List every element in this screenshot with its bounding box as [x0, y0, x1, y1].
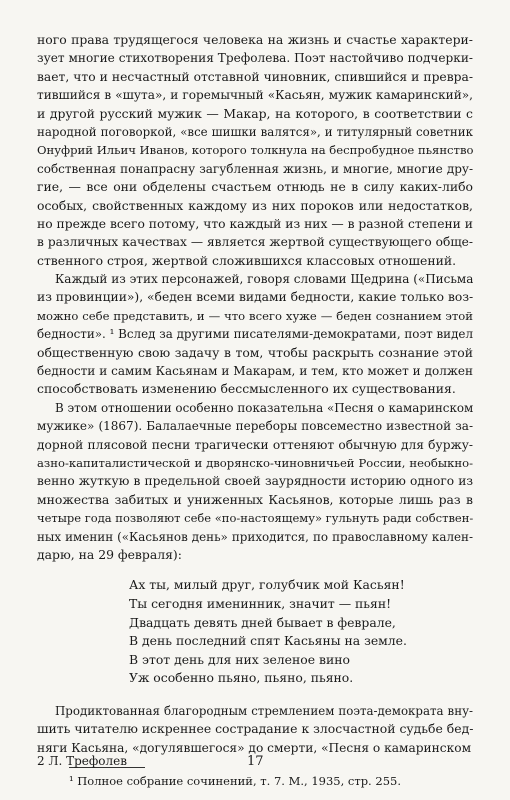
text-line: четыре года позволяют себе «по-настоящему» гульнуть ради собствен- — [37, 511, 473, 526]
text-line: ных именин («Касьянов день» приходится, по православному кален- — [37, 529, 473, 544]
paragraph — [37, 270, 473, 399]
verse-line: Двадцать девять дней бывает в феврале, — [129, 614, 396, 630]
text-line: и другой русский мужик — Макар, на которого, в соответствии с — [37, 105, 473, 121]
signature-mark: 2 Л. Трефолев — [37, 754, 127, 768]
text-line: В этом отношении особенно показательна «Песня о камаринском — [55, 400, 473, 415]
text-line: дорной плясовой песни трагически оттеняют обычную для буржу- — [37, 437, 473, 452]
text-line: Продиктованная благородным стремлением поэта-демократа вну- — [55, 703, 473, 718]
text-line: венно жуткую в предельной своей заурядности историю одного из — [37, 474, 473, 489]
text-line: можно себе представить, и — что всего хуже — беден сознанием этой — [37, 308, 473, 323]
text-line: няги Касьяна, «догулявшегося» до смерти, «Песня о камаринском — [37, 740, 472, 755]
verse-block — [129, 576, 473, 688]
verse-line: Ах ты, милый друг, голубчик мой Касьян! — [129, 577, 405, 593]
text-line: в различных качествах — является жертвой существующего обще- — [37, 235, 473, 250]
body-text — [37, 31, 473, 564]
text-line: гие, — все они обделены счастьем отнюдь не в силу каких-либо — [37, 179, 473, 195]
page-body — [37, 31, 473, 788]
text-line: шить читателю искреннее сострадание к злосчастной судьбе бед- — [37, 721, 473, 737]
text-line: но прежде всего потому, что каждый из них — в разной степени и — [37, 216, 473, 231]
text-line: ственного строя, жертвой сложившихся классовых отношений. — [37, 252, 457, 268]
text-line: Онуфрий Ильич Иванов, которого толкнула на беспробудное пьянство — [37, 143, 473, 158]
closing-paragraph — [37, 702, 473, 757]
text-line: общественную свою задачу в том, чтобы раскрыть сознание этой — [37, 344, 473, 360]
verse-line: В день последний спят Касьяны на земле. — [129, 633, 407, 649]
text-line: мужике» (1867). Балалаечные переборы повсеместно известной за- — [37, 419, 473, 434]
text-line: бедности и самим Касьянам и Макарам, и тем, кто может и должен — [37, 364, 473, 379]
paragraph — [37, 399, 473, 565]
verse-line: Ты сегодня именинник, значит — пьян! — [129, 595, 392, 611]
text-line: множества забитых и униженных Касьянов, которые лишь раз в — [37, 491, 473, 507]
text-line: дарю, на 29 февраля): — [37, 546, 182, 562]
text-line: способствовать изменению бессмысленного их существования. — [37, 381, 456, 397]
text-line: азно-капиталистической и дворянско-чиновничьей России, необыкно- — [37, 455, 473, 470]
page-footer — [37, 754, 473, 774]
text-line: бедности». ¹ Вслед за другими писателями-демократами, поэт видел — [37, 327, 473, 342]
verse-line: В этот день для них зеленое вино — [129, 651, 350, 667]
paragraph — [37, 702, 473, 757]
text-line: ного права трудящегося человека на жизнь и счастье характери- — [37, 32, 473, 47]
text-line: собственная понапрасну загубленная жизнь, и многие, многие дру- — [37, 161, 473, 176]
text-line: тившийся в «шута», и горемычный «Касьян, мужик камаринский», — [37, 88, 473, 103]
footnote: ¹ Полное собрание сочинений, т. 7. М., 1935, стр. 255. — [69, 774, 401, 789]
paragraph — [37, 31, 473, 270]
text-line: народной поговоркой, «все шишки валятся», и титулярный советник — [37, 124, 473, 139]
verse-line: Уж особенно пьяно, пьяно, пьяно. — [129, 670, 354, 686]
text-line: из провинции»), «беден всеми видами бедности, какие только воз- — [37, 290, 473, 305]
page-number: 17 — [247, 754, 264, 769]
text-line: Каждый из этих персонажей, говоря словами Щедрина («Письма — [55, 272, 473, 287]
text-line: вает, что и несчастный отставной чиновник, спившийся и превра- — [37, 69, 473, 84]
text-line: особых, свойственных каждому из них пороков или недостатков, — [37, 197, 473, 213]
text-line: зует многие стихотворения Трефолева. Поэт настойчиво подчерки- — [37, 51, 473, 66]
